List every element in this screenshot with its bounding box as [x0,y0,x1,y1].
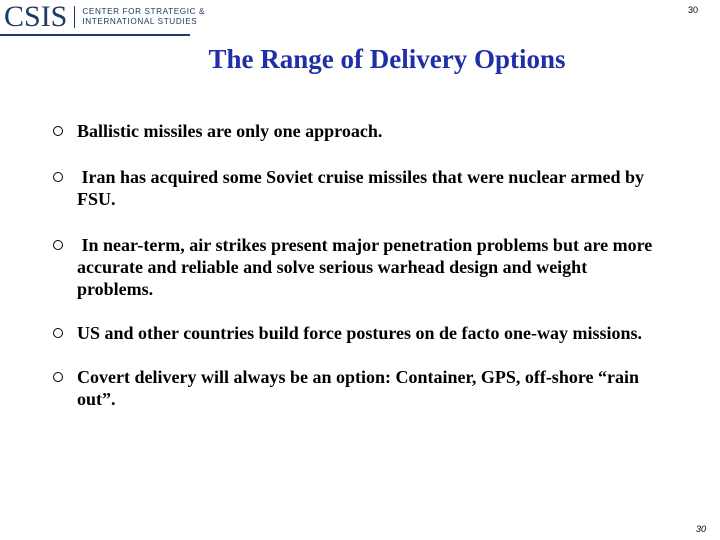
bullet-text: Ballistic missiles are only one approach. [77,121,383,141]
slide-title: The Range of Delivery Options [208,44,566,74]
bullet-item [53,120,663,142]
bullet-item [53,166,663,210]
bullet-list [53,120,663,410]
page-number-bottom: 30 [695,524,706,534]
logo-mark: CSIS [4,0,68,33]
bullet-text: Iran has acquired some Soviet cruise missiles that were nuclear armed by FSU. [77,167,649,209]
bullet-dot-icon [53,126,63,136]
bullet-dot-icon [53,240,63,250]
logo-text [82,7,205,27]
bullet-text: Covert delivery will always be an option: Container, GPS, off-shore “rain out”. [77,367,639,409]
bullet-text: In near-term, air strikes present major penetration problems but are more accurate and reliable and solve serious warhead design and weight problems. [77,235,657,299]
page-number-top: 30 [687,5,698,15]
header-rule [0,34,190,36]
logo-divider [74,6,75,28]
bullet-dot-icon [53,172,63,182]
bullet-dot-icon [53,328,63,338]
bullet-item [53,366,663,410]
logo-line-1: CENTER FOR STRATEGIC & [82,7,206,16]
logo-line-2: INTERNATIONAL STUDIES [82,17,198,26]
bullet-item [53,234,663,300]
bullet-item [53,322,663,344]
bullet-dot-icon [53,372,63,382]
csis-logo [4,2,205,32]
bullet-text: US and other countries build force postures on de facto one-way missions. [77,323,643,343]
